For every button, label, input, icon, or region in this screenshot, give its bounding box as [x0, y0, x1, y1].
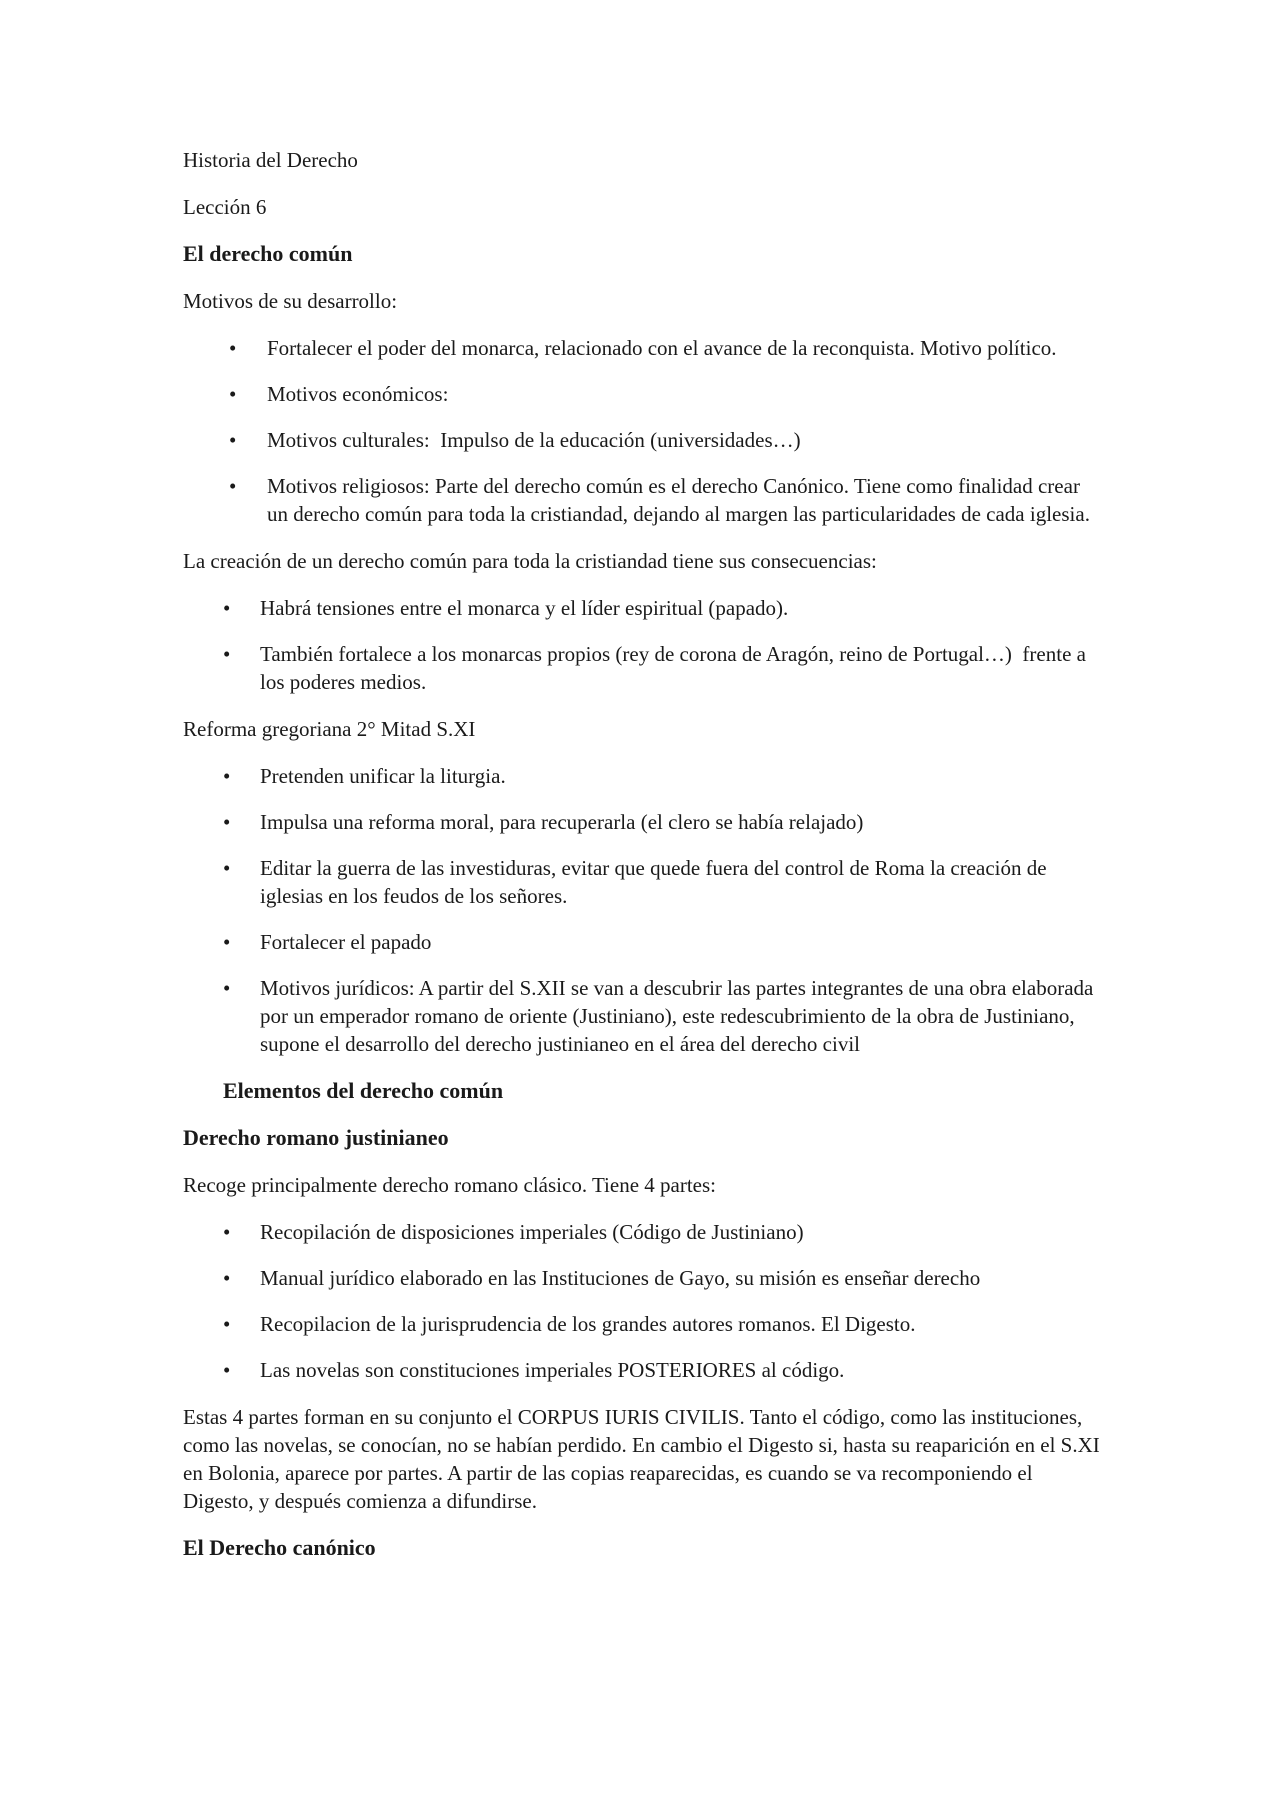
bullet-icon: •	[229, 336, 237, 360]
heading-derecho-canonico: El Derecho canónico	[183, 1535, 376, 1560]
list-item-text: Impulsa una reforma moral, para recuperarla (el clero se había relajado)	[260, 810, 864, 834]
list-item	[183, 974, 1103, 1058]
consecuencias-intro: La creación de un derecho común para toda la cristiandad tiene sus consecuencias:	[183, 549, 877, 573]
list-item-text: Fortalecer el papado	[260, 930, 432, 954]
list-item	[183, 1264, 1103, 1292]
list-item-text: Pretenden unificar la liturgia.	[260, 764, 506, 788]
document-title: Historia del Derecho	[183, 148, 358, 172]
list-item	[183, 854, 1103, 910]
list-item-text: Motivos jurídicos: A partir del S.XII se van a descubrir las partes integrantes de una obra elaborada por un emperador romano de oriente (Justiniano), este redescubrimiento de la obra de Justiniano, supone el desarrollo del derecho justinianeo en el área del derecho civil	[260, 976, 1094, 1056]
list-item-text: También fortalece a los monarcas propios (rey de corona de Aragón, reino de Portugal…) frente a los poderes medios.	[260, 642, 1092, 694]
bullet-icon: •	[223, 1358, 231, 1382]
partes-list	[183, 1218, 1103, 1384]
list-item	[183, 808, 1103, 836]
bullet-icon: •	[223, 642, 231, 666]
list-item	[183, 594, 1103, 622]
list-item-text: Fortalecer el poder del monarca, relacionado con el avance de la reconquista. Motivo político.	[267, 336, 1057, 360]
lesson-label: Lección 6	[183, 195, 267, 219]
corpus-paragraph: Estas 4 partes forman en su conjunto el CORPUS IURIS CIVILIS. Tanto el código, como las instituciones, como las novelas, se conocían, no se habían perdido. En cambio el Digesto si, hasta su reaparición en el S.XI en Bolonia, aparece por partes. A partir de las copias reaparecidas, es cuando se va recomponiendo el Digesto, y después comienza a difundirse.	[183, 1405, 1100, 1513]
bullet-icon: •	[223, 976, 231, 1000]
list-item-text: Las novelas son constituciones imperiales POSTERIORES al código.	[260, 1358, 845, 1382]
list-item-text: Editar la guerra de las investiduras, evitar que quede fuera del control de Roma la creación de iglesias en los feudos de los señores.	[260, 856, 1047, 908]
motivos-list	[183, 334, 1103, 528]
romano-intro: Recoge principalmente derecho romano clásico. Tiene 4 partes:	[183, 1173, 716, 1197]
list-item-text: Recopilacion de la jurisprudencia de los grandes autores romanos. El Digesto.	[260, 1312, 916, 1336]
bullet-icon: •	[223, 1220, 231, 1244]
list-item	[183, 472, 1103, 528]
bullet-icon: •	[223, 856, 231, 880]
bullet-icon: •	[223, 1312, 231, 1336]
bullet-icon: •	[223, 810, 231, 834]
list-item	[183, 426, 1103, 454]
list-item-text: Habrá tensiones entre el monarca y el líder espiritual (papado).	[260, 596, 789, 620]
list-item	[183, 1218, 1103, 1246]
bullet-icon: •	[229, 382, 237, 406]
bullet-icon: •	[223, 764, 231, 788]
bullet-icon: •	[229, 474, 237, 498]
list-item	[183, 1310, 1103, 1338]
list-item-text: Manual jurídico elaborado en las Instituciones de Gayo, su misión es enseñar derecho	[260, 1266, 981, 1290]
list-item	[183, 928, 1103, 956]
list-item	[183, 380, 1103, 408]
list-item	[183, 762, 1103, 790]
list-item	[183, 334, 1103, 362]
bullet-icon: •	[223, 930, 231, 954]
list-item-text: Motivos culturales: Impulso de la educación (universidades…)	[267, 428, 801, 452]
bullet-icon: •	[223, 596, 231, 620]
list-item-text: Motivos religiosos: Parte del derecho común es el derecho Canónico. Tiene como finalidad crear un derecho común para toda la cristiandad, dejando al margen las particularidades de cada iglesia.	[267, 474, 1090, 526]
heading-derecho-comun: El derecho común	[183, 241, 353, 266]
list-item	[183, 1356, 1103, 1384]
reforma-list	[183, 762, 1103, 1058]
reforma-intro: Reforma gregoriana 2° Mitad S.XI	[183, 717, 476, 741]
document-page	[183, 146, 1103, 1581]
bullet-icon: •	[223, 1266, 231, 1290]
motivos-intro: Motivos de su desarrollo:	[183, 289, 398, 313]
consecuencias-list	[183, 594, 1103, 696]
heading-derecho-romano: Derecho romano justinianeo	[183, 1125, 449, 1150]
list-item	[183, 640, 1103, 696]
heading-elementos: Elementos del derecho común	[223, 1078, 504, 1103]
list-item-text: Motivos económicos:	[267, 382, 449, 406]
bullet-icon: •	[229, 428, 237, 452]
list-item-text: Recopilación de disposiciones imperiales (Código de Justiniano)	[260, 1220, 804, 1244]
